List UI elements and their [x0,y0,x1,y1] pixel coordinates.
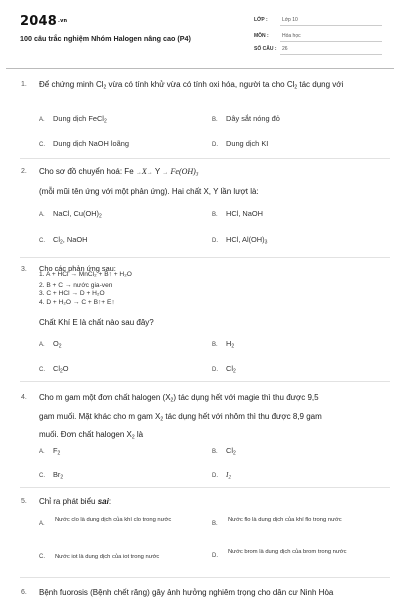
option-c[interactable]: C. Dung dịch NaOH loãng [39,139,130,148]
option-d[interactable]: D. HCl, $Al(OH)_3$ [212,235,268,246]
header-divider [6,68,394,69]
option-a[interactable]: A. Nước clo là dung dịch của khí clo trong nước [39,517,172,527]
option-a[interactable]: A. NaCl, $Cu(OH)_2$ [39,209,102,220]
option-a[interactable]: A. Dung dịch FeCl$_2$ [39,114,107,125]
option-c[interactable]: C. $Cl_2$, NaOH [39,235,88,246]
question-note: (mỗi mũi tên ứng với một phản ứng). Hai chất X, Y lần lượt là: [39,187,259,196]
reaction-list [39,271,384,307]
question-separator [20,381,390,382]
option-d[interactable]: D. $Cl_2$ [212,364,236,375]
reaction-3: 3. C + HCl → D + H₂O [39,290,105,297]
question-separator [20,257,390,258]
option-c[interactable]: C. Nước iot là dung dịch của iot trong nước [39,554,160,560]
question-number: 3. [21,266,27,273]
option-c[interactable]: C. $Cl_2O$ [39,364,69,375]
question-number: 6. [21,589,27,596]
question-number: 4. [21,394,27,401]
reaction-4: 4. D + H₂O → C + B↑+ E↑ [39,298,115,306]
option-d[interactable]: D. Dung dịch KI [212,139,269,148]
reaction-1: 1. A + HCl → MnCl₂ + B↑ + H₂O [39,271,132,278]
option-a[interactable]: A. $F_2$ [39,446,61,457]
option-d[interactable]: D. Nước brom là dung dịch của brom trong nước [212,549,347,559]
question-separator [20,158,390,159]
question-number: 5. [21,498,27,505]
question-text: Chỉ ra phát biểu sai: [39,497,112,506]
question-separator [20,577,390,578]
option-c[interactable]: C. $Br_2$ [39,470,64,481]
option-b[interactable]: B. Dây sắt nóng đỏ [212,114,280,123]
page-header: $2048^{.vn}$ 100 câu trắc nghiệm Nhóm Halogen nâng cao (P4) LỚP : Lớp 10 MÔN : Hóa học SỐ CÂU : 26 [0,0,400,68]
site-logo[interactable]: $2048^{.vn}$ [20,14,68,29]
option-a[interactable]: A. $O_2$ [39,339,62,350]
option-b[interactable]: B. HCl, NaOH [212,209,263,218]
question-text: Bệnh fuorosis (Bệnh chết răng) gây ảnh hưởng nghiêm trọng cho dân cư Ninh Hòa [39,588,334,597]
question-text: Để chứng minh $Cl_2$ vừa có tính khử vừa có tính oxi hóa, người ta cho $Cl_2$ tác dụng với [39,80,344,91]
option-d[interactable]: D. $I_2$ [212,470,231,481]
option-b[interactable]: B. $Cl_2$ [212,446,236,457]
question-number: 2. [21,168,27,175]
reaction-2: 2. B + C → nước gia-ven [39,281,113,289]
question-text: Cho sơ đồ chuyển hoá: $Fe \to X\to Y \to Fe(OH)_3$ [39,167,199,178]
question-number: 1. [21,81,27,88]
option-b[interactable]: B. $H_2$ [212,339,235,350]
question-text: Cho m gam một đơn chất halogen $(X_2)$ tác dụng hết với magie thì thu được 9,5 gam muối. Mặt khác cho m gam $X_2$ tác dụng hết với nhôm thì thu được 8,9 gam muối. Đơn chất halogen $X_2$ là [39,393,322,441]
question-intro: Cho các phản ứng sau: [39,264,116,273]
question-separator [20,487,390,488]
quiz-title: 100 câu trắc nghiệm Nhóm Halogen nâng cao (P4) [20,34,191,43]
option-b[interactable]: B. Nước flo là dung dịch của khí flo trong nước [212,517,342,527]
question-text: Chất Khí E là chất nào sau đây? [39,318,154,327]
